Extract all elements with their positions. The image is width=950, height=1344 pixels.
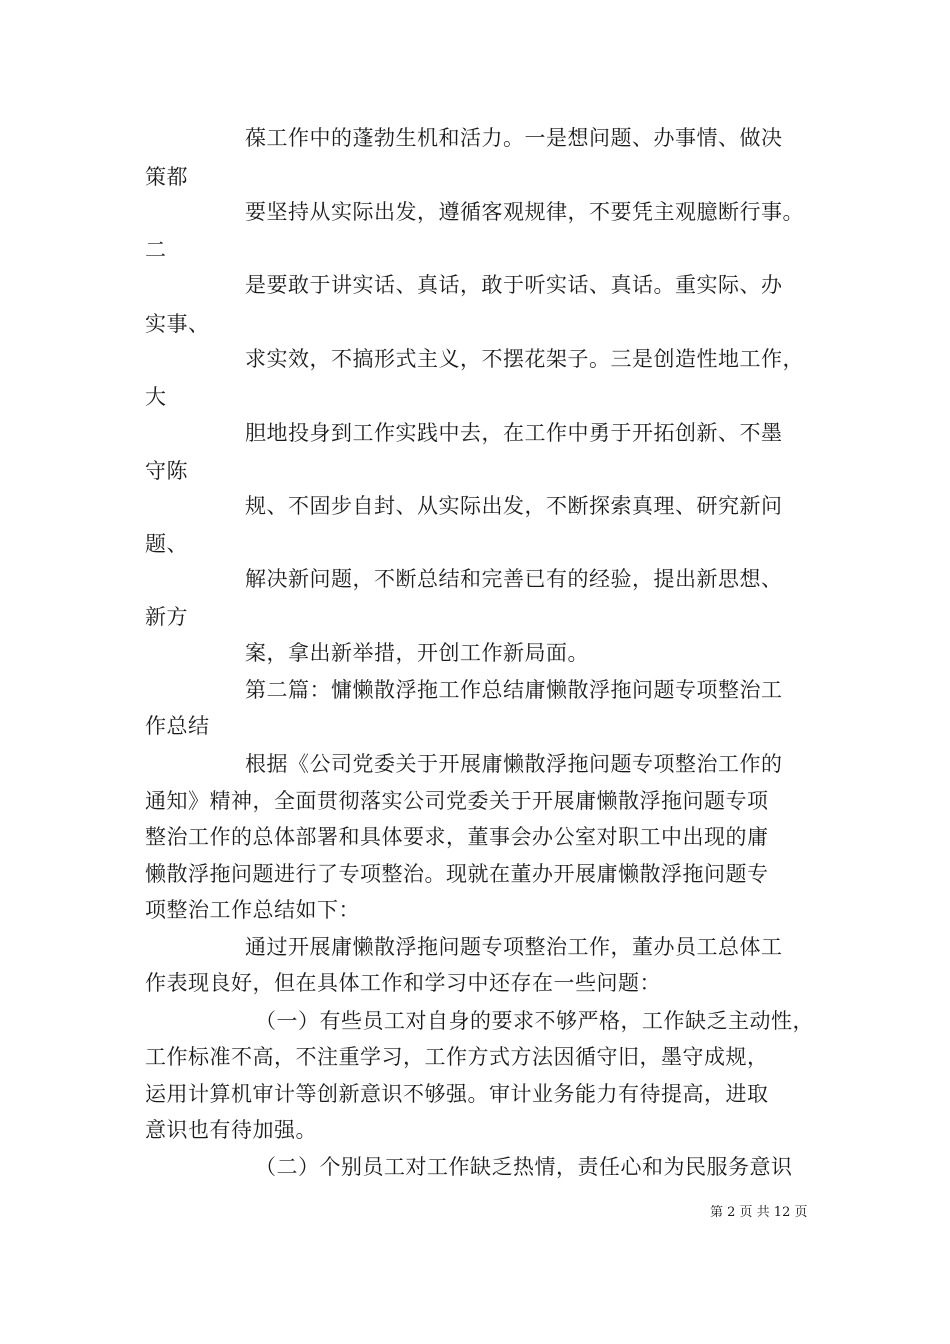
paragraph-line: 项整治工作总结如下： bbox=[145, 898, 360, 922]
paragraph-line: 通知》精神，全面贯彻落实公司党委关于开展庸懒散浮拖问题专项 bbox=[145, 789, 769, 813]
text-line: 守陈 bbox=[145, 459, 188, 483]
paragraph-line: 作表现良好，但在具体工作和学习中还存在一些问题： bbox=[145, 971, 661, 995]
text-line: 二 bbox=[145, 238, 167, 262]
text-line: 求实效，不搞形式主义，不摆花架子。三是创造性地工作， bbox=[245, 347, 804, 371]
section-title-continuation: 作总结 bbox=[145, 714, 210, 738]
text-line: 策都 bbox=[145, 165, 188, 189]
text-line: 新方 bbox=[145, 605, 188, 629]
text-line: 葆工作中的蓬勃生机和活力。一是想问题、办事情、做决 bbox=[245, 126, 783, 150]
paragraph-line: 懒散浮拖问题进行了专项整治。现就在董办开展庸懒散浮拖问题专 bbox=[145, 862, 769, 886]
text-line: 案，拿出新举措，开创工作新局面。 bbox=[245, 641, 589, 665]
text-line: 胆地投身到工作实践中去，在工作中勇于开拓创新、不墨 bbox=[245, 421, 783, 445]
paragraph-line: 工作标准不高，不注重学习，工作方式方法因循守旧，墨守成规， bbox=[145, 1045, 769, 1069]
paragraph-line: 意识也有待加强。 bbox=[145, 1118, 317, 1142]
text-line: 实事、 bbox=[145, 312, 210, 336]
paragraph-line: （二）个别员工对工作缺乏热情，责任心和为民服务意识 bbox=[255, 1155, 793, 1179]
paragraph-line: 根据《公司党委关于开展庸懒散浮拖问题专项整治工作的 bbox=[245, 752, 783, 776]
paragraph-line: （一）有些员工对自身的要求不够严格，工作缺乏主动性， bbox=[255, 1009, 814, 1033]
page-number: 第 2 页 共 12 页 bbox=[710, 1205, 808, 1220]
text-line: 是要敢于讲实话、真话，敢于听实话、真话。重实际、办 bbox=[245, 273, 783, 297]
paragraph-line: 运用计算机审计等创新意识不够强。审计业务能力有待提高，进取 bbox=[145, 1082, 769, 1106]
paragraph-line: 通过开展庸懒散浮拖问题专项整治工作，董办员工总体工 bbox=[245, 935, 783, 959]
text-line: 大 bbox=[145, 385, 167, 409]
section-title: 第二篇：慵懒散浮拖工作总结庸懒散浮拖问题专项整治工 bbox=[245, 678, 783, 702]
text-line: 题、 bbox=[145, 532, 188, 556]
text-line: 要坚持从实际出发，遵循客观规律，不要凭主观臆断行事。 bbox=[245, 200, 804, 224]
paragraph-line: 整治工作的总体部署和具体要求，董事会办公室对职工中出现的庸 bbox=[145, 825, 769, 849]
text-line: 规、不固步自封、从实际出发，不断探索真理、研究新问 bbox=[245, 494, 783, 518]
text-line: 解决新问题，不断总结和完善已有的经验，提出新思想、 bbox=[245, 567, 783, 591]
